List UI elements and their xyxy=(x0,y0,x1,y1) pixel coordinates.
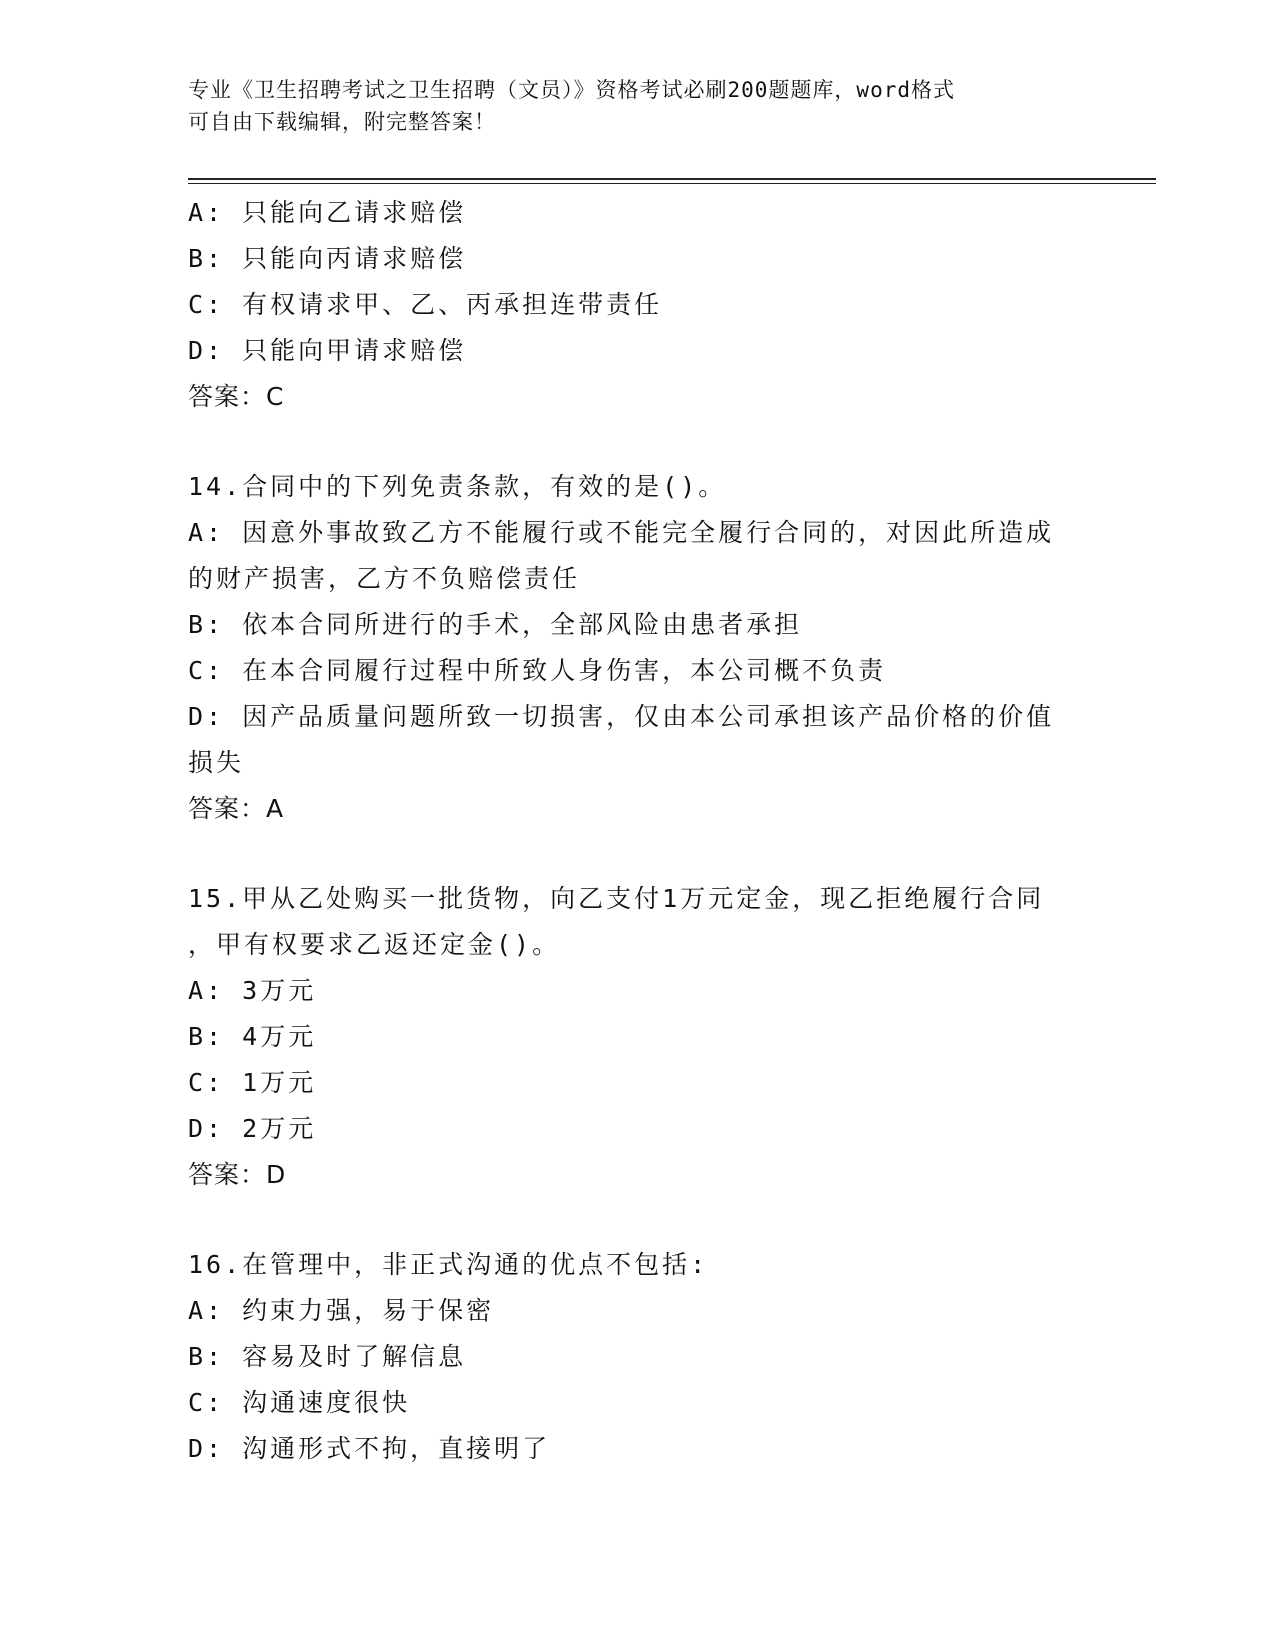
question-list xyxy=(188,190,1088,1472)
question-16-text: 16.在管理中，非正式沟通的优点不包括: xyxy=(188,1250,709,1279)
option-a: A: 约束力强，易于保密 xyxy=(188,1296,495,1325)
option-b: B: 依本合同所进行的手术，全部风险由患者承担 xyxy=(188,610,803,639)
spacer xyxy=(188,420,1088,464)
spacer xyxy=(188,1198,1088,1242)
header-line-1: 专业《卫生招聘考试之卫生招聘（文员）》资格考试必刷200题题库，word格式 xyxy=(188,78,955,102)
option-d: D: 因产品质量问题所致一切损害，仅由本公司承担该产品价格的价值 xyxy=(188,702,1055,731)
option-c: C: 有权请求甲、乙、丙承担连带责任 xyxy=(188,290,663,319)
option-d: D: 只能向甲请求赔偿 xyxy=(188,336,467,365)
spacer xyxy=(188,832,1088,876)
question-13-options xyxy=(188,190,1088,420)
question-14 xyxy=(188,464,1088,832)
header-line-2: 可自由下载编辑，附完整答案！ xyxy=(188,110,496,134)
question-15-text-continued: ，甲有权要求乙返还定金()。 xyxy=(188,930,561,959)
option-a-continued: 的财产损害，乙方不负赔偿责任 xyxy=(188,564,581,593)
option-d-continued: 损失 xyxy=(188,748,245,777)
answer-15: 答案：D xyxy=(188,1160,287,1189)
document-header xyxy=(188,74,1068,138)
question-16 xyxy=(188,1242,1088,1472)
option-a: A: 3万元 xyxy=(188,976,317,1005)
header-divider-thick xyxy=(188,178,1156,180)
option-b: B: 只能向丙请求赔偿 xyxy=(188,244,467,273)
question-14-text: 14.合同中的下列免责条款，有效的是()。 xyxy=(188,472,727,501)
answer-13: 答案：C xyxy=(188,382,285,411)
option-b: B: 容易及时了解信息 xyxy=(188,1342,467,1371)
option-c: C: 在本合同履行过程中所致人身伤害，本公司概不负责 xyxy=(188,656,887,685)
option-c: C: 1万元 xyxy=(188,1068,317,1097)
option-a: A: 只能向乙请求赔偿 xyxy=(188,198,467,227)
option-a: A: 因意外事故致乙方不能履行或不能完全履行合同的，对因此所造成 xyxy=(188,518,1055,547)
option-b: B: 4万元 xyxy=(188,1022,317,1051)
option-d: D: 2万元 xyxy=(188,1114,317,1143)
question-15 xyxy=(188,876,1088,1198)
question-15-text: 15.甲从乙处购买一批货物，向乙支付1万元定金，现乙拒绝履行合同 xyxy=(188,884,1045,913)
option-c: C: 沟通速度很快 xyxy=(188,1388,411,1417)
option-d: D: 沟通形式不拘，直接明了 xyxy=(188,1434,551,1463)
header-divider-thin xyxy=(188,183,1156,184)
answer-14: 答案：A xyxy=(188,794,285,823)
